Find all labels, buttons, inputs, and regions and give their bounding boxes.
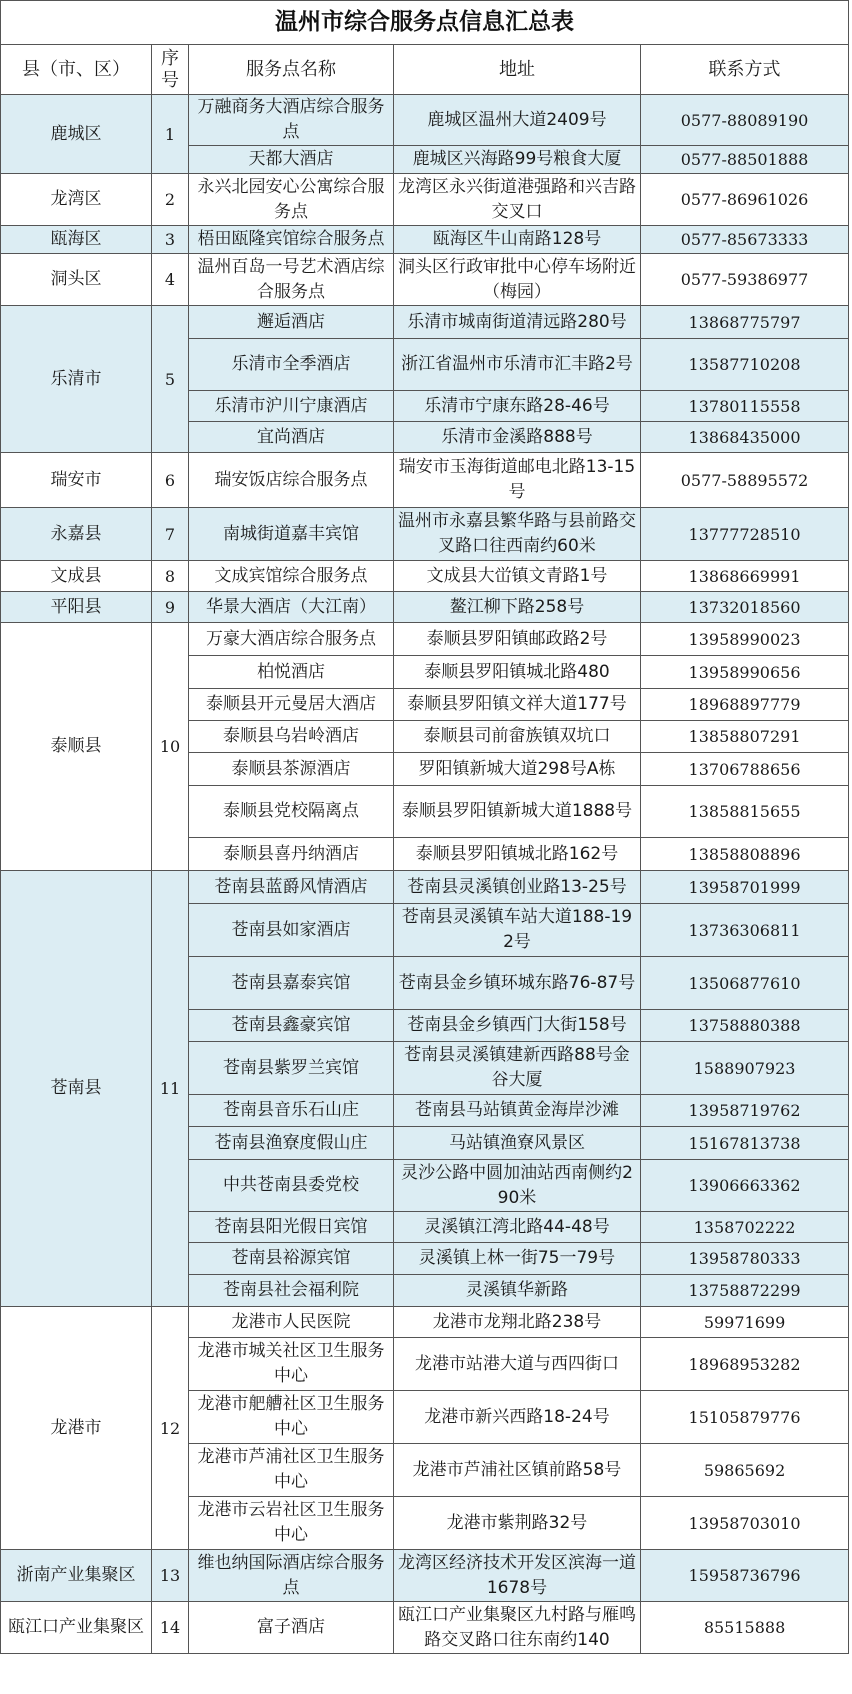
county-cell: 乐清市 xyxy=(1,306,152,453)
phone-cell: 13858815655 xyxy=(641,786,849,838)
name-cell: 龙港市云岩社区卫生服务中心 xyxy=(189,1497,394,1550)
address-cell: 瑞安市玉海街道邮电北路13-15号 xyxy=(394,453,641,508)
address-cell: 苍南县马站镇黄金海岸沙滩 xyxy=(394,1095,641,1127)
table-body xyxy=(1,95,849,1654)
table-row xyxy=(1,1307,849,1338)
name-cell: 龙港市城关社区卫生服务中心 xyxy=(189,1338,394,1391)
header-seq: 序号 xyxy=(152,45,189,95)
address-cell: 苍南县灵溪镇车站大道188-192号 xyxy=(394,904,641,957)
name-cell: 泰顺县茶源酒店 xyxy=(189,753,394,786)
phone-cell: 13958719762 xyxy=(641,1095,849,1127)
phone-cell: 0577-88089190 xyxy=(641,95,849,146)
phone-cell: 13858808896 xyxy=(641,838,849,871)
phone-cell: 18968897779 xyxy=(641,689,849,721)
address-cell: 罗阳镇新城大道298号A栋 xyxy=(394,753,641,786)
table-row xyxy=(1,174,849,226)
name-cell: 万融商务大酒店综合服务点 xyxy=(189,95,394,146)
phone-cell: 13958990023 xyxy=(641,623,849,656)
name-cell: 维也纳国际酒店综合服务点 xyxy=(189,1550,394,1602)
phone-cell: 13777728510 xyxy=(641,508,849,561)
phone-cell: 13868669991 xyxy=(641,561,849,592)
phone-cell: 13958703010 xyxy=(641,1497,849,1550)
seq-cell: 9 xyxy=(152,592,189,623)
seq-cell: 14 xyxy=(152,1602,189,1654)
phone-cell: 0577-86961026 xyxy=(641,174,849,226)
address-cell: 乐清市城南街道清远路280号 xyxy=(394,306,641,339)
header-name: 服务点名称 xyxy=(189,45,394,95)
address-cell: 苍南县灵溪镇创业路13-25号 xyxy=(394,871,641,904)
county-cell: 瓯海区 xyxy=(1,226,152,254)
county-cell: 龙港市 xyxy=(1,1307,152,1550)
address-cell: 苍南县金乡镇西门大街158号 xyxy=(394,1010,641,1042)
seq-cell: 8 xyxy=(152,561,189,592)
name-cell: 柏悦酒店 xyxy=(189,656,394,689)
address-cell: 龙港市紫荆路32号 xyxy=(394,1497,641,1550)
phone-cell: 59865692 xyxy=(641,1444,849,1497)
seq-cell: 12 xyxy=(152,1307,189,1550)
phone-cell: 13758880388 xyxy=(641,1010,849,1042)
county-cell: 瑞安市 xyxy=(1,453,152,508)
address-cell: 泰顺县罗阳镇新城大道1888号 xyxy=(394,786,641,838)
table-row xyxy=(1,623,849,656)
phone-cell: 13780115558 xyxy=(641,391,849,422)
name-cell: 永兴北园安心公寓综合服务点 xyxy=(189,174,394,226)
table-row xyxy=(1,508,849,561)
name-cell: 苍南县阳光假日宾馆 xyxy=(189,1212,394,1243)
table-row xyxy=(1,453,849,508)
phone-cell: 13736306811 xyxy=(641,904,849,957)
table-row xyxy=(1,561,849,592)
phone-cell: 13958780333 xyxy=(641,1243,849,1275)
name-cell: 苍南县嘉泰宾馆 xyxy=(189,957,394,1010)
name-cell: 苍南县渔寮度假山庄 xyxy=(189,1127,394,1160)
address-cell: 苍南县金乡镇环城东路76-87号 xyxy=(394,957,641,1010)
table-row xyxy=(1,592,849,623)
table-row xyxy=(1,1602,849,1654)
address-cell: 鹿城区温州大道2409号 xyxy=(394,95,641,146)
phone-cell: 1588907923 xyxy=(641,1042,849,1095)
header-phone: 联系方式 xyxy=(641,45,849,95)
phone-cell: 15167813738 xyxy=(641,1127,849,1160)
phone-cell: 13858807291 xyxy=(641,721,849,753)
name-cell: 华景大酒店（大江南） xyxy=(189,592,394,623)
header-address: 地址 xyxy=(394,45,641,95)
name-cell: 苍南县紫罗兰宾馆 xyxy=(189,1042,394,1095)
address-cell: 文成县大峃镇文青路1号 xyxy=(394,561,641,592)
phone-cell: 85515888 xyxy=(641,1602,849,1654)
address-cell: 泰顺县司前畲族镇双坑口 xyxy=(394,721,641,753)
address-cell: 龙港市龙翔北路238号 xyxy=(394,1307,641,1338)
address-cell: 龙湾区经济技术开发区滨海一道1678号 xyxy=(394,1550,641,1602)
name-cell: 温州百岛一号艺术酒店综合服务点 xyxy=(189,254,394,306)
address-cell: 泰顺县罗阳镇城北路162号 xyxy=(394,838,641,871)
phone-cell: 15958736796 xyxy=(641,1550,849,1602)
table-row xyxy=(1,1550,849,1602)
name-cell: 宜尚酒店 xyxy=(189,422,394,453)
name-cell: 苍南县社会福利院 xyxy=(189,1275,394,1307)
name-cell: 天都大酒店 xyxy=(189,146,394,174)
phone-cell: 0577-59386977 xyxy=(641,254,849,306)
name-cell: 泰顺县乌岩岭酒店 xyxy=(189,721,394,753)
header-county: 县（市、区） xyxy=(1,45,152,95)
county-cell: 瓯江口产业集聚区 xyxy=(1,1602,152,1654)
county-cell: 龙湾区 xyxy=(1,174,152,226)
table-title: 温州市综合服务点信息汇总表 xyxy=(1,1,849,45)
address-cell: 灵沙公路中圆加油站西南侧约290米 xyxy=(394,1160,641,1212)
phone-cell: 0577-88501888 xyxy=(641,146,849,174)
seq-cell: 3 xyxy=(152,226,189,254)
address-cell: 瓯江口产业集聚区九村路与雁鸣路交叉路口往东南约140 xyxy=(394,1602,641,1654)
table-row xyxy=(1,226,849,254)
table-row xyxy=(1,871,849,904)
address-cell: 龙港市新兴西路18-24号 xyxy=(394,1391,641,1444)
phone-cell: 13506877610 xyxy=(641,957,849,1010)
phone-cell: 13868435000 xyxy=(641,422,849,453)
phone-cell: 18968953282 xyxy=(641,1338,849,1391)
address-cell: 龙港市芦浦社区镇前路58号 xyxy=(394,1444,641,1497)
address-cell: 浙江省温州市乐清市汇丰路2号 xyxy=(394,339,641,391)
county-cell: 苍南县 xyxy=(1,871,152,1307)
name-cell: 苍南县裕源宾馆 xyxy=(189,1243,394,1275)
address-cell: 温州市永嘉县繁华路与县前路交叉路口往西南约60米 xyxy=(394,508,641,561)
phone-cell: 15105879776 xyxy=(641,1391,849,1444)
address-cell: 泰顺县罗阳镇城北路480 xyxy=(394,656,641,689)
name-cell: 龙港市人民医院 xyxy=(189,1307,394,1338)
name-cell: 文成宾馆综合服务点 xyxy=(189,561,394,592)
name-cell: 乐清市全季酒店 xyxy=(189,339,394,391)
seq-cell: 4 xyxy=(152,254,189,306)
address-cell: 灵溪镇上林一街75一79号 xyxy=(394,1243,641,1275)
phone-cell: 13732018560 xyxy=(641,592,849,623)
phone-cell: 13906663362 xyxy=(641,1160,849,1212)
address-cell: 马站镇渔寮风景区 xyxy=(394,1127,641,1160)
address-cell: 苍南县灵溪镇建新西路88号金谷大厦 xyxy=(394,1042,641,1095)
county-cell: 平阳县 xyxy=(1,592,152,623)
name-cell: 泰顺县开元曼居大酒店 xyxy=(189,689,394,721)
name-cell: 苍南县音乐石山庄 xyxy=(189,1095,394,1127)
county-cell: 永嘉县 xyxy=(1,508,152,561)
name-cell: 泰顺县党校隔离点 xyxy=(189,786,394,838)
county-cell: 文成县 xyxy=(1,561,152,592)
name-cell: 梧田瓯隆宾馆综合服务点 xyxy=(189,226,394,254)
phone-cell: 13706788656 xyxy=(641,753,849,786)
name-cell: 富子酒店 xyxy=(189,1602,394,1654)
name-cell: 龙港市芦浦社区卫生服务中心 xyxy=(189,1444,394,1497)
seq-cell: 1 xyxy=(152,95,189,174)
name-cell: 龙港市舥艚社区卫生服务中心 xyxy=(189,1391,394,1444)
name-cell: 苍南县如家酒店 xyxy=(189,904,394,957)
address-cell: 乐清市宁康东路28-46号 xyxy=(394,391,641,422)
phone-cell: 13587710208 xyxy=(641,339,849,391)
phone-cell: 0577-58895572 xyxy=(641,453,849,508)
name-cell: 邂逅酒店 xyxy=(189,306,394,339)
phone-cell: 13758872299 xyxy=(641,1275,849,1307)
address-cell: 鳌江柳下路258号 xyxy=(394,592,641,623)
county-cell: 浙南产业集聚区 xyxy=(1,1550,152,1602)
seq-cell: 6 xyxy=(152,453,189,508)
seq-cell: 10 xyxy=(152,623,189,871)
name-cell: 中共苍南县委党校 xyxy=(189,1160,394,1212)
address-cell: 灵溪镇华新路 xyxy=(394,1275,641,1307)
phone-cell: 13958990656 xyxy=(641,656,849,689)
county-cell: 洞头区 xyxy=(1,254,152,306)
name-cell: 乐清市沪川宁康酒店 xyxy=(189,391,394,422)
name-cell: 瑞安饭店综合服务点 xyxy=(189,453,394,508)
header-row xyxy=(1,45,849,95)
phone-cell: 13868775797 xyxy=(641,306,849,339)
address-cell: 龙湾区永兴街道港强路和兴吉路交叉口 xyxy=(394,174,641,226)
seq-cell: 7 xyxy=(152,508,189,561)
address-cell: 泰顺县罗阳镇邮政路2号 xyxy=(394,623,641,656)
address-cell: 灵溪镇江湾北路44-48号 xyxy=(394,1212,641,1243)
name-cell: 苍南县蓝爵风情酒店 xyxy=(189,871,394,904)
phone-cell: 13958701999 xyxy=(641,871,849,904)
seq-cell: 2 xyxy=(152,174,189,226)
address-cell: 泰顺县罗阳镇文祥大道177号 xyxy=(394,689,641,721)
table-row xyxy=(1,254,849,306)
name-cell: 万豪大酒店综合服务点 xyxy=(189,623,394,656)
name-cell: 南城街道嘉丰宾馆 xyxy=(189,508,394,561)
address-cell: 洞头区行政审批中心停车场附近（梅园） xyxy=(394,254,641,306)
address-cell: 鹿城区兴海路99号粮食大厦 xyxy=(394,146,641,174)
name-cell: 泰顺县喜丹纳酒店 xyxy=(189,838,394,871)
name-cell: 苍南县鑫豪宾馆 xyxy=(189,1010,394,1042)
address-cell: 乐清市金溪路888号 xyxy=(394,422,641,453)
seq-cell: 11 xyxy=(152,871,189,1307)
county-cell: 鹿城区 xyxy=(1,95,152,174)
phone-cell: 0577-85673333 xyxy=(641,226,849,254)
table-row xyxy=(1,306,849,339)
county-cell: 泰顺县 xyxy=(1,623,152,871)
seq-cell: 13 xyxy=(152,1550,189,1602)
phone-cell: 1358702222 xyxy=(641,1212,849,1243)
table-row xyxy=(1,95,849,146)
seq-cell: 5 xyxy=(152,306,189,453)
phone-cell: 59971699 xyxy=(641,1307,849,1338)
address-cell: 龙港市站港大道与西四街口 xyxy=(394,1338,641,1391)
address-cell: 瓯海区牛山南路128号 xyxy=(394,226,641,254)
